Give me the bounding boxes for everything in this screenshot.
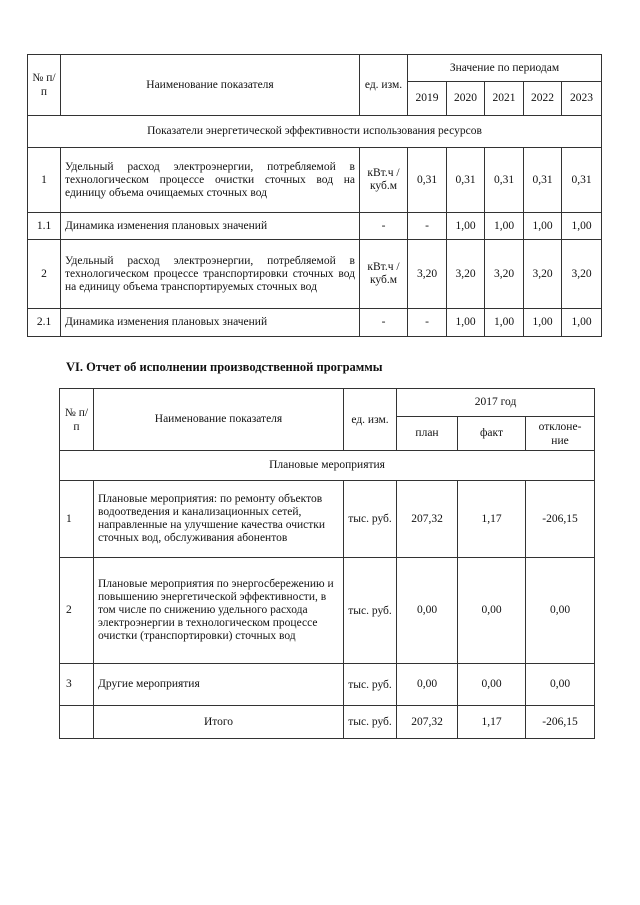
table-row [28, 213, 602, 240]
program-report-table [59, 388, 595, 739]
row-value: 1,00 [447, 213, 485, 240]
row-name: Плановые мероприятия по энергосбережению и повышению энергетической эффективности, в том числе по снижению удельного расхода электроэнергии в технологическом процессе очистки (транспортировки) сточных вод [94, 558, 344, 664]
total-unit: тыс. руб. [344, 706, 397, 739]
table-row [60, 664, 595, 706]
row-value: 0,31 [447, 148, 485, 213]
row-name: Плановые мероприятия: по ремонту объектов водоотведения и канализационных сетей, направленные на улучшение качества очистки сточных вод, обслуживания абонентов [94, 481, 344, 558]
row-value: 1,00 [524, 309, 562, 337]
table-row [60, 558, 595, 664]
row-unit: тыс. руб. [344, 664, 397, 706]
row-unit: тыс. руб. [344, 481, 397, 558]
total-row [60, 706, 595, 739]
row-value: 0,31 [408, 148, 447, 213]
row-value: 1,00 [485, 309, 524, 337]
row-name: Динамика изменения плановых значений [61, 213, 360, 240]
row-deviation: -206,15 [526, 481, 595, 558]
header-year: 2023 [562, 82, 602, 116]
row-deviation: 0,00 [526, 558, 595, 664]
row-num: 2 [28, 240, 61, 309]
row-value: 3,20 [485, 240, 524, 309]
row-name: Удельный расход электроэнергии, потребляемой в технологическом процессе очистки сточных вод на единицу объема очищаемых сточных вод [61, 148, 360, 213]
header-name: Наименование показателя [94, 389, 344, 451]
row-name: Другие мероприятия [94, 664, 344, 706]
table-row [60, 481, 595, 558]
section-title: Показатели энергетической эффективности использования ресурсов [28, 116, 602, 148]
total-label: Итого [94, 706, 344, 739]
header-plan: план [397, 417, 458, 451]
header-year: 2020 [447, 82, 485, 116]
row-value: 1,00 [524, 213, 562, 240]
row-num: 2.1 [28, 309, 61, 337]
row-name: Удельный расход электроэнергии, потребляемой в технологическом процессе транспортировки сточных вод на единицу объема транспортируемых сточных вод [61, 240, 360, 309]
row-value: 0,31 [485, 148, 524, 213]
row-name: Динамика изменения плановых значений [61, 309, 360, 337]
header-unit: ед. изм. [360, 55, 408, 116]
table-row [28, 148, 602, 213]
header-year: 2017 год [397, 389, 595, 417]
row-plan: 0,00 [397, 664, 458, 706]
row-deviation: 0,00 [526, 664, 595, 706]
row-value: - [408, 309, 447, 337]
total-plan: 207,32 [397, 706, 458, 739]
row-num: 1.1 [28, 213, 61, 240]
table-row [28, 309, 602, 337]
row-value: 0,31 [562, 148, 602, 213]
row-value: 3,20 [447, 240, 485, 309]
header-deviation: отклоне-ние [526, 417, 595, 451]
header-year: 2019 [408, 82, 447, 116]
row-value: 3,20 [562, 240, 602, 309]
row-num: 1 [60, 481, 94, 558]
row-value: 3,20 [524, 240, 562, 309]
header-fact: факт [458, 417, 526, 451]
energy-efficiency-table [27, 54, 602, 337]
row-value: 1,00 [447, 309, 485, 337]
row-fact: 1,17 [458, 481, 526, 558]
section-heading: VI. Отчет об исполнении производственной программы [66, 360, 383, 374]
header-periods: Значение по периодам [408, 55, 602, 82]
row-num: 3 [60, 664, 94, 706]
row-unit: - [360, 309, 408, 337]
row-num: 2 [60, 558, 94, 664]
header-num: № п/п [60, 389, 94, 451]
row-unit: кВт.ч / куб.м [360, 240, 408, 309]
header-unit: ед. изм. [344, 389, 397, 451]
header-year: 2021 [485, 82, 524, 116]
row-value: 1,00 [562, 309, 602, 337]
row-plan: 207,32 [397, 481, 458, 558]
total-fact: 1,17 [458, 706, 526, 739]
row-fact: 0,00 [458, 664, 526, 706]
row-unit: кВт.ч / куб.м [360, 148, 408, 213]
header-name: Наименование показателя [61, 55, 360, 116]
table-row [28, 240, 602, 309]
row-unit: тыс. руб. [344, 558, 397, 664]
row-value: 1,00 [485, 213, 524, 240]
section-title: Плановые мероприятия [60, 451, 595, 481]
row-value: 1,00 [562, 213, 602, 240]
total-deviation: -206,15 [526, 706, 595, 739]
row-unit: - [360, 213, 408, 240]
row-plan: 0,00 [397, 558, 458, 664]
header-num: № п/п [28, 55, 61, 116]
row-num: 1 [28, 148, 61, 213]
row-value: 3,20 [408, 240, 447, 309]
row-fact: 0,00 [458, 558, 526, 664]
header-year: 2022 [524, 82, 562, 116]
row-value: 0,31 [524, 148, 562, 213]
row-value: - [408, 213, 447, 240]
